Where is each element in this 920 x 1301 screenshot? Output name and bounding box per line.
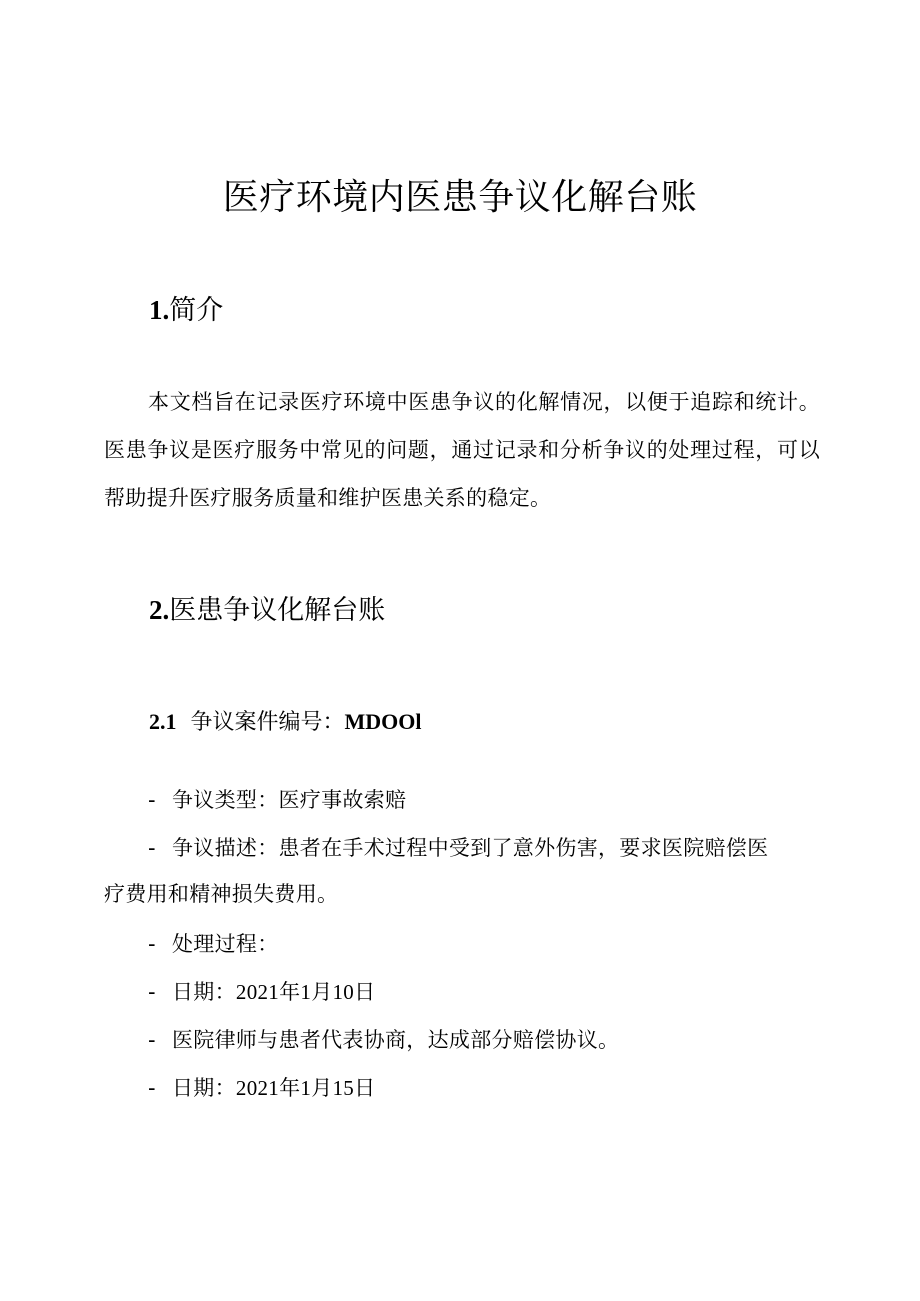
case-date-2-label: 日期： bbox=[172, 1076, 236, 1100]
section-1-heading bbox=[149, 290, 223, 331]
section-2-title: 医患争议化解台账 bbox=[169, 595, 386, 626]
dash-marker: - bbox=[148, 1076, 156, 1100]
case-date-1-value: 2021年1月10日 bbox=[235, 980, 376, 1004]
case-type-line bbox=[104, 776, 820, 824]
case-date-1-label: 日期： bbox=[172, 980, 236, 1004]
section-1-number: 1. bbox=[149, 295, 170, 325]
case-action-1-line bbox=[104, 1016, 820, 1064]
case-date-2-value: 2021年1月15日 bbox=[235, 1076, 376, 1100]
dash-marker: - bbox=[148, 788, 156, 812]
document-title: 医疗环境内医患争议化解台账 bbox=[222, 177, 698, 218]
case-process-line bbox=[104, 920, 820, 968]
case-description-text: 争议描述：患者在手术过程中受到了意外伤害，要求医院赔偿医 bbox=[172, 836, 769, 860]
case-section-number: 2.1 bbox=[149, 709, 177, 734]
dash-marker: - bbox=[148, 932, 156, 956]
case-description-line-1 bbox=[104, 824, 820, 872]
case-label: 争议案件编号： bbox=[190, 710, 345, 735]
dash-marker: - bbox=[148, 980, 156, 1004]
case-date-2-line bbox=[104, 1064, 820, 1112]
case-heading bbox=[149, 706, 422, 739]
case-action-1-text: 医院律师与患者代表协商，达成部分赔偿协议。 bbox=[172, 1028, 620, 1052]
dash-marker: - bbox=[148, 836, 156, 860]
section-1-title: 简介 bbox=[169, 295, 224, 326]
case-process-text: 处理过程： bbox=[172, 932, 279, 956]
case-type-text: 争议类型：医疗事故索赔 bbox=[172, 788, 407, 812]
section-2-number: 2. bbox=[149, 595, 170, 625]
intro-paragraph: 本文档旨在记录医疗环境中医患争议的化解情况，以便于追踪和统计。医患争议是医疗服务中常见的问题，通过记录和分析争议的处理过程，可以帮助提升医疗服务质量和维护医患关系的稳定。 bbox=[104, 390, 820, 510]
dash-marker: - bbox=[148, 1028, 156, 1052]
case-description-line-2: 疗费用和精神损失费用。 bbox=[104, 882, 339, 906]
section-2-heading bbox=[149, 590, 385, 631]
case-date-1-line bbox=[104, 968, 820, 1016]
case-code: MDOOl bbox=[344, 709, 422, 734]
